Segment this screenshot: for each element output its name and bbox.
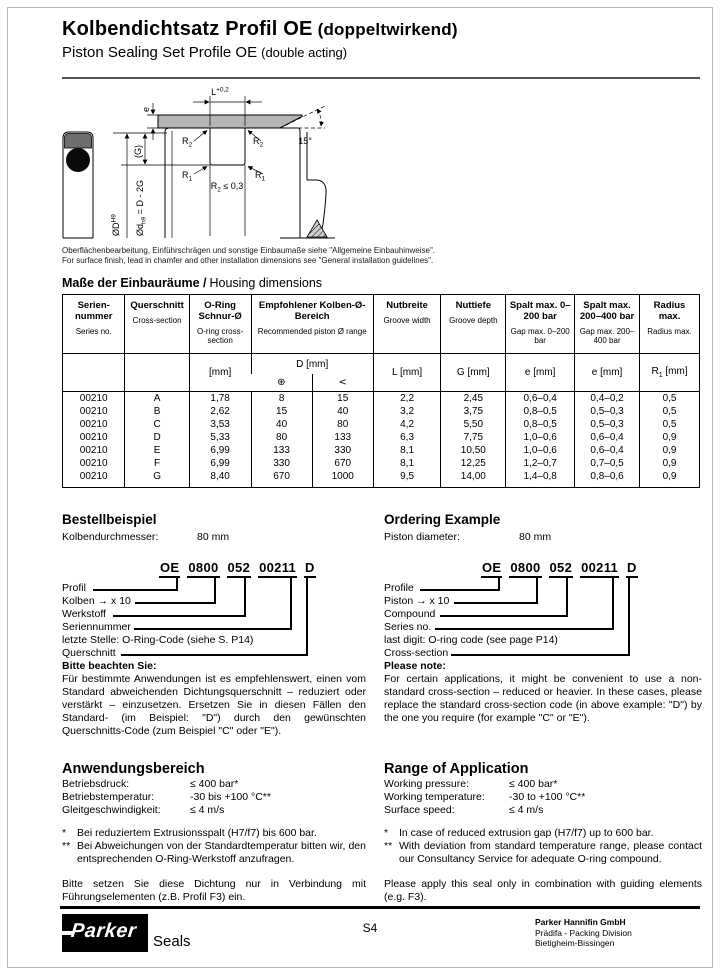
cell: E <box>125 444 189 457</box>
cell: 1,78 <box>189 392 251 406</box>
unit-e1: e [mm] <box>506 354 575 392</box>
housing-dimensions-table <box>62 294 700 488</box>
cell: 330 <box>312 444 373 457</box>
cell: 2,45 <box>441 392 506 406</box>
cell: 8 <box>251 392 312 406</box>
cell: 0,8–0,6 <box>575 470 640 488</box>
footnotes <box>384 827 702 866</box>
label-e: e <box>141 106 151 112</box>
cell: 0,5–0,3 <box>575 418 640 431</box>
code-label: Series no. <box>384 621 432 633</box>
installation-note <box>62 246 682 266</box>
kv-label: Betriebstemperatur: <box>62 791 155 803</box>
company-name: Parker Hannifin GmbH <box>535 917 626 927</box>
kv-value: ≤ 4 m/s <box>509 804 544 816</box>
cell: 1,0–0,6 <box>506 431 575 444</box>
cell: G <box>125 470 189 488</box>
code-label: Cross-section <box>384 647 449 659</box>
cell: 8,1 <box>373 444 441 457</box>
kv-value: ≤ 4 m/s <box>190 804 225 816</box>
installation-note-en: For surface finish, lead in chamfer and other installation dimensions see "General installation guidelines". <box>62 256 434 265</box>
kv-row <box>384 804 702 817</box>
kv-label: Working temperature: <box>384 791 485 803</box>
application-title-de: Anwendungsbereich <box>62 761 205 777</box>
title-de-note: (doppeltwirkend) <box>317 20 458 39</box>
label-R2-max: $R_2 \le 0,3$ <box>210 181 244 194</box>
footnote-text: Bei reduziertem Extrusionsspalt (H7/f7) bis 600 bar. <box>77 827 317 839</box>
param-label: Piston diameter: <box>384 531 460 543</box>
cell: 0,6–0,4 <box>575 444 640 457</box>
note-title-de: Bitte beachten Sie: <box>62 660 157 672</box>
code-profile: OE <box>481 560 502 578</box>
cell: 15 <box>251 405 312 418</box>
col-header-radius: Radius max. Radius max. <box>640 295 700 354</box>
parker-logo-text: Parker <box>69 920 138 942</box>
parker-seals-logo <box>62 914 222 956</box>
label-G: (G) <box>133 145 143 158</box>
label-R2-right: $R_2$ <box>253 136 264 149</box>
title-divider <box>62 77 700 79</box>
col-header-gap-0-200: Spalt max. 0–200 bar Gap max. 0–200 bar <box>506 295 575 354</box>
cell: 00210 <box>79 393 108 404</box>
code-series: 00211 <box>580 560 619 578</box>
kv-label: Surface speed: <box>384 804 455 816</box>
cell: 6,99 <box>189 457 251 470</box>
unit-e2: e [mm] <box>575 354 640 392</box>
cell: 133 <box>251 444 312 457</box>
cell: 00210 <box>79 432 108 443</box>
cell: 40 <box>251 418 312 431</box>
cell: 1,2–0,7 <box>506 457 575 470</box>
kv-row <box>62 804 366 817</box>
footnote-marker: ** <box>384 840 393 852</box>
cell: 3,2 <box>373 405 441 418</box>
footnote-text: Bei Abweichungen von der Standardtemperatur bitten wir, den entsprechenden O-Ring-Werkstoff anzufragen. <box>77 840 366 865</box>
page-title <box>62 18 702 41</box>
cell: 0,8–0,5 <box>506 405 575 418</box>
kv-value: -30 to +100 °C** <box>509 791 586 803</box>
col-header-gap-200-400: Spalt max. 200–400 bar Gap max. 200–400 bar <box>575 295 640 354</box>
col-header-groove-depth: Nuttiefe Groove depth <box>441 295 506 354</box>
cell: 10,50 <box>441 444 506 457</box>
code-compound: 052 <box>549 560 574 578</box>
order-code <box>481 560 638 578</box>
table-row <box>63 470 700 488</box>
cell: 00210 <box>79 471 108 482</box>
company-city: Bietigheim-Bissingen <box>535 938 615 948</box>
cell: 80 <box>251 431 312 444</box>
kv-value: ≤ 400 bar* <box>190 778 239 790</box>
radius-callouts <box>182 131 266 194</box>
cell: 1,0–0,6 <box>506 444 575 457</box>
unit-L: L [mm] <box>373 354 441 392</box>
code-label: last digit: O-ring code (see page P14) <box>384 634 558 646</box>
unit-d-max-symbol: < <box>312 374 373 392</box>
application-title-en: Range of Application <box>384 761 529 777</box>
cell: 15 <box>312 392 373 406</box>
footnote-2 <box>384 840 702 866</box>
code-label: letzte Stelle: O-Ring-Code (siehe S. P14) <box>62 634 254 646</box>
col-header-groove-width: Nutbreite Groove width <box>373 295 441 354</box>
cell: 0,4–0,2 <box>575 392 640 406</box>
table-units-row <box>63 354 700 375</box>
label-R1-left: $R_1$ <box>182 170 193 183</box>
cell: 40 <box>312 405 373 418</box>
note-body-en: For certain applications, it might be convenient to use a non-standard cross-section – reduced or heavier. In these cases, please replace the standard cross-section code (in above example: "D") by the one you require (for example "C" or "E"). <box>384 673 702 724</box>
cell: 7,75 <box>441 431 506 444</box>
code-profile: OE <box>159 560 180 578</box>
title-en-note: (double acting) <box>261 45 348 60</box>
code-piston: 0800 <box>187 560 219 578</box>
code-label: Werkstoff <box>62 608 106 620</box>
table-row <box>63 392 700 406</box>
cell: 0,5 <box>640 418 700 431</box>
footnotes <box>62 827 366 866</box>
cell: 0,7–0,5 <box>575 457 640 470</box>
hatch-wedge <box>307 220 327 237</box>
label-diameter-d: $Ød_{h9} = D - 2G$ <box>135 179 148 236</box>
cell: B <box>125 405 189 418</box>
col-header-cross-section: Querschnitt Cross-section <box>125 295 189 354</box>
page-number: S4 <box>362 921 378 935</box>
footnote-1 <box>384 827 702 840</box>
cell: 8,40 <box>189 470 251 488</box>
order-code <box>159 560 316 578</box>
technical-drawing <box>55 86 407 246</box>
unit-empty-2 <box>125 354 189 392</box>
closing-note-de: Bitte setzen Sie diese Dichtung nur in Verbindung mit Führungselementen (z.B. Profil F3) ein. <box>62 878 366 903</box>
title-de: Kolbendichtsatz Profil OE <box>62 18 313 40</box>
table-row <box>63 405 700 418</box>
cell: 9,5 <box>373 470 441 488</box>
note-body-de: Für bestimmte Anwendungen ist es empfehlenswert, einen vom Standard abweichenden Dichtungsquerschnitt – reduziert oder verstärkt – einzusetzen. Ersetzen Sie in diesen Fällen den Standard- (im Beispiel: "D") durch den gewünschten Querschnitts-Code (zum Beispiel "C" oder "E"). <box>62 673 366 737</box>
col-header-oring: O-Ring Schnur-Ø O-ring cross-section <box>189 295 251 354</box>
table-row <box>63 457 700 470</box>
note-de <box>62 660 366 738</box>
cell: D <box>125 431 189 444</box>
company-division: Prädifa - Packing Division <box>535 927 632 938</box>
application-range-en <box>384 763 702 915</box>
code-label: Profile <box>384 582 414 594</box>
seals-text: Seals <box>153 933 191 950</box>
kv-label: Working pressure: <box>384 778 470 790</box>
table-row <box>63 418 700 431</box>
table-header-row <box>63 295 700 354</box>
cell: 00210 <box>79 458 108 469</box>
cell: 0,9 <box>640 431 700 444</box>
code-label: Profil <box>62 582 86 594</box>
kv-value: -30 bis +100 °C** <box>190 791 271 803</box>
cell: 670 <box>312 457 373 470</box>
cell: F <box>125 457 189 470</box>
table-row <box>63 431 700 444</box>
cell: 00210 <box>79 406 108 417</box>
footnote-marker: * <box>62 827 67 839</box>
cell: 5,33 <box>189 431 251 444</box>
cell: A <box>125 392 189 406</box>
title-block <box>62 18 702 61</box>
label-15-degrees: 15° <box>298 136 312 146</box>
cell: 00210 <box>79 419 108 430</box>
cell: 8,1 <box>373 457 441 470</box>
cell: 670 <box>251 470 312 488</box>
unit-G: G [mm] <box>441 354 506 392</box>
cell: 0,9 <box>640 444 700 457</box>
unit-R1: $R_1$ [mm] <box>640 354 700 392</box>
parker-logo-box <box>62 914 148 952</box>
note-title-en: Please note: <box>384 660 446 672</box>
page-subtitle <box>62 44 702 61</box>
label-L: $L^{+0,2}$ <box>211 86 229 97</box>
code-labels <box>62 582 253 660</box>
table-title-en: Housing dimensions <box>209 276 323 290</box>
seal-cross-section-figure <box>63 132 93 238</box>
footnote-1 <box>62 827 366 840</box>
code-cross-section: D <box>304 560 316 578</box>
cell: 3,53 <box>189 418 251 431</box>
seal-cap <box>65 134 92 149</box>
param-label: Kolbendurchmesser: <box>62 531 159 543</box>
cell: 4,2 <box>373 418 441 431</box>
param-value: 80 mm <box>197 531 230 543</box>
cell: 0,5 <box>640 392 700 406</box>
cell: 1,4–0,8 <box>506 470 575 488</box>
table-title <box>62 276 322 290</box>
cell: 0,5–0,3 <box>575 405 640 418</box>
code-compound: 052 <box>227 560 252 578</box>
kv-row <box>62 791 366 804</box>
note-en <box>384 660 702 725</box>
closing-note-en: Please apply this seal only in combination with guiding elements (e.g. F3). <box>384 878 702 903</box>
footer-divider <box>60 906 700 909</box>
cell: 0,6–0,4 <box>575 431 640 444</box>
diameter-dimensions <box>111 133 211 238</box>
col-header-series: Serien-nummer Series no. <box>63 295 125 354</box>
kv-label: Betriebsdruck: <box>62 778 130 790</box>
cell: 330 <box>251 457 312 470</box>
cell: 00210 <box>79 445 108 456</box>
cell: 5,50 <box>441 418 506 431</box>
cell: 0,9 <box>640 457 700 470</box>
footnote-text: With deviation from standard temperature range, please contact our Consultancy Service for adequate O-ring compound. <box>399 840 702 865</box>
ordering-example-en <box>384 512 702 662</box>
o-ring <box>66 148 90 172</box>
kv-label: Gleitgeschwindigkeit: <box>62 804 161 816</box>
code-label: Piston → x 10 <box>384 595 450 607</box>
cell: C <box>125 418 189 431</box>
code-label: Querschnitt <box>62 647 116 659</box>
footnote-text: In case of reduced extrusion gap (H7/f7) up to 600 bar. <box>399 827 654 839</box>
footnote-marker: ** <box>62 840 71 852</box>
company-block <box>535 917 632 949</box>
cell: 0,6–0,4 <box>506 392 575 406</box>
code-piston: 0800 <box>509 560 541 578</box>
unit-mm: [mm] <box>189 354 251 392</box>
label-R2-left: $R_2$ <box>182 136 193 149</box>
cell: 14,00 <box>441 470 506 488</box>
cell: 2,62 <box>189 405 251 418</box>
unit-empty-1 <box>63 354 125 392</box>
code-cross-section: D <box>626 560 638 578</box>
cell: 80 <box>312 418 373 431</box>
cell: 1000 <box>312 470 373 488</box>
cell: 6,99 <box>189 444 251 457</box>
label-diameter-D: $ØD^{H9}$ <box>110 214 121 236</box>
table-title-de: Maße der Einbauräume / <box>62 276 207 290</box>
code-series: 00211 <box>258 560 297 578</box>
code-label: Kolben → x 10 <box>62 595 131 607</box>
cell: 133 <box>312 431 373 444</box>
ordering-example-de <box>62 512 368 662</box>
kv-row <box>62 778 366 791</box>
title-en: Piston Sealing Set Profile OE <box>62 44 258 61</box>
code-label: Compound <box>384 608 436 620</box>
application-range-de <box>62 763 366 915</box>
kv-row <box>384 778 702 791</box>
cell: 3,75 <box>441 405 506 418</box>
cell: 0,8–0,5 <box>506 418 575 431</box>
chamfer-angle <box>280 106 325 146</box>
code-label: Seriennummer <box>62 621 131 633</box>
cell: 2,2 <box>373 392 441 406</box>
footnote-2 <box>62 840 366 866</box>
cylinder-bore-bar <box>158 115 302 128</box>
kv-row <box>384 791 702 804</box>
unit-D: D [mm] <box>251 354 373 375</box>
kv-value: ≤ 400 bar* <box>509 778 558 790</box>
param-value: 80 mm <box>519 531 552 543</box>
cell: 12,25 <box>441 457 506 470</box>
table-row <box>63 444 700 457</box>
ordering-title-en: Ordering Example <box>384 512 501 527</box>
code-labels <box>384 582 558 660</box>
label-R1-right: $R_1$ <box>255 170 266 183</box>
installation-note-de: Oberflächenbearbeitung, Einführschrägen und sonstige Einbaumaße siehe "Allgemeine Einbauhinweise". <box>62 246 436 255</box>
cell: 0,5 <box>640 405 700 418</box>
unit-d-min-symbol: ⊕ <box>251 374 312 392</box>
ordering-title-de: Bestellbeispiel <box>62 512 157 527</box>
cell: 0,9 <box>640 470 700 488</box>
cell: 6,3 <box>373 431 441 444</box>
col-header-piston-range: Empfohlener Kolben-Ø-Bereich Recommended piston Ø range <box>251 295 373 354</box>
footnote-marker: * <box>384 827 389 839</box>
